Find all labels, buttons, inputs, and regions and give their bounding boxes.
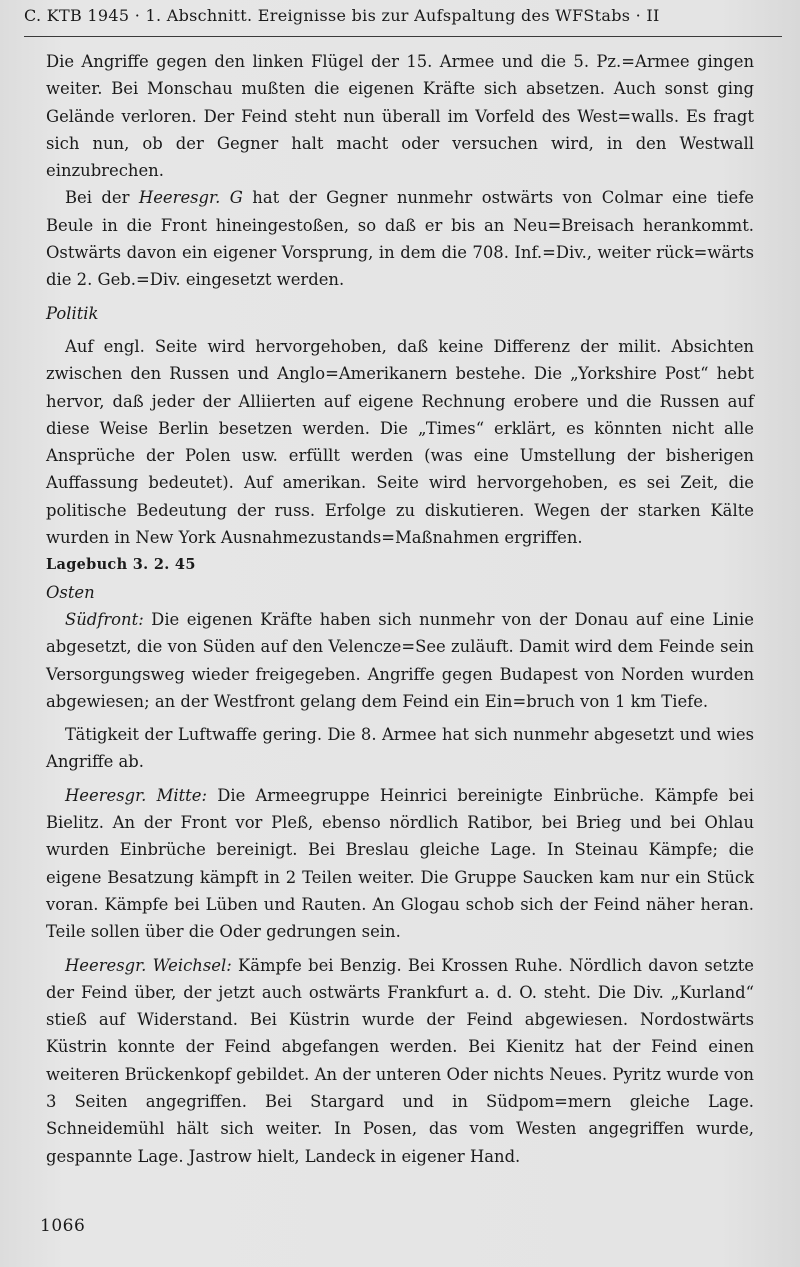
p6-italic: Heeresgr. Mitte: (65, 785, 207, 805)
running-head: C. KTB 1945 · 1. Abschnitt. Ereignisse bis zur Aufspaltung des WFStabs · II (24, 6, 660, 25)
section-heading-osten: Osten (46, 582, 95, 602)
header-rule (24, 36, 782, 37)
p2-italic: Heeresgr. G (138, 188, 243, 208)
page-body (46, 48, 754, 1170)
paragraph-west-front: Die Angriffe gegen den linken Flügel der 15. Armee und die 5. Pz.=Armee gingen weiter. Bei Monschau mußten die eigenen Kräfte sich absetzen. Auch sonst ging Gelände verloren. Der Feind steht nun überall im Vorfeld des West=walls. Es fragt sich nun, ob der Gegner halt macht oder versuchen wird, in den Westwall einzubrechen. (46, 52, 754, 181)
paragraph-luftwaffe: Tätigkeit der Luftwaffe gering. Die 8. Armee hat sich nunmehr abgesetzt und wies Angriffe ab. (46, 725, 754, 772)
p6-post: Die Armeegruppe Heinrici bereinigte Einbrüche. Kämpfe bei Bielitz. An der Front vor Pleß, ebenso nördlich Ratibor, bei Brieg und bei Ohlau wurden Einbrüche bereinigt. Bei Breslau gleiche Lage. In Steinau Kämpfe; die eigene Besatzung kämpft in 2 Teilen weiter. Die Gruppe Saucken kam nur ein Stück voran. Kämpfe bei Lüben und Rauten. An Glogau schob sich der Feind näher heran. Teile sollen über die Oder gedrungen sein. (46, 785, 754, 942)
p7-post: Kämpfe bei Benzig. Bei Krossen Ruhe. Nördlich davon setzte der Feind über, der jetzt auch ostwärts Frankfurt a. d. O. steht. Die Div. „Kurland“ stieß auf Widerstand. Bei Küstrin wurde der Feind abgewiesen. Nordostwärts Küstrin konnte der Feind abgefangen werden. Bei Kienitz hat der Feind einen weiteren Brückenkopf gebildet. An der unteren Oder nichts Neues. Pyritz wurde von 3 Seiten angegriffen. Bei Stargard und in Südpom=mern gleiche Lage. Schneidemühl hält sich weiter. In Posen, das vom Westen angegriffen wurde, gespannte Lage. Jastrow hielt, Landeck in eigener Hand. (46, 955, 754, 1166)
paragraph-politik: Auf engl. Seite wird hervorgehoben, daß keine Differenz der milit. Absichten zwischen den Russen und Anglo=Amerikanern bestehe. Die „Yorkshire Post“ hebt hervor, daß jeder der Alliierten auf eigene Rechnung erobere und die Russen auf diese Weise Berlin besetzen werden. Die „Times“ erklärt, es könnten nicht alle Ansprüche der Polen usw. erfüllt werden (was eine Umstellung der bisherigen Auffassung bedeutet). Auf amerikan. Seite wird hervorgehoben, es sei Zeit, die politische Bedeutung der russ. Erfolge zu diskutieren. Wegen der starken Kälte wurden in New York Ausnahmezustands=Maßnahmen ergriffen. (46, 336, 754, 548)
page-number: 1066 (40, 1216, 86, 1236)
paragraph-heeresgr-g (46, 184, 754, 293)
lagebuch-heading: Lagebuch 3. 2. 45 (46, 556, 196, 574)
paragraph-heeresgr-weichsel (46, 952, 754, 1170)
p4-italic: Südfront: (65, 609, 144, 629)
p7-italic: Heeresgr. Weichsel: (65, 955, 232, 975)
p2-post: hat der Gegner nunmehr ostwärts von Colmar eine tiefe Beule in die Front hineingestoßen, so daß er bis an Neu=Breisach herankommt. Ostwärts davon ein eigener Vorsprung, in dem die 708. Inf.=Div., weiter rück=wärts die 2. Geb.=Div. eingesetzt werden. (46, 188, 754, 290)
paragraph-suedfront (46, 606, 754, 715)
p4-post: Die eigenen Kräfte haben sich nunmehr von der Donau auf eine Linie abgesetzt, die von Süden auf den Velencze=See zuläuft. Damit wird dem Feinde sein Versorgungsweg wieder freigegeben. Angriffe gegen Budapest von Norden wurden abgewiesen; an der Westfront gelang dem Feind ein Ein=bruch von 1 km Tiefe. (46, 609, 754, 711)
paragraph-heeresgr-mitte (46, 782, 754, 946)
section-heading-politik: Politik (46, 303, 99, 323)
p2-pre: Bei der (65, 188, 139, 208)
